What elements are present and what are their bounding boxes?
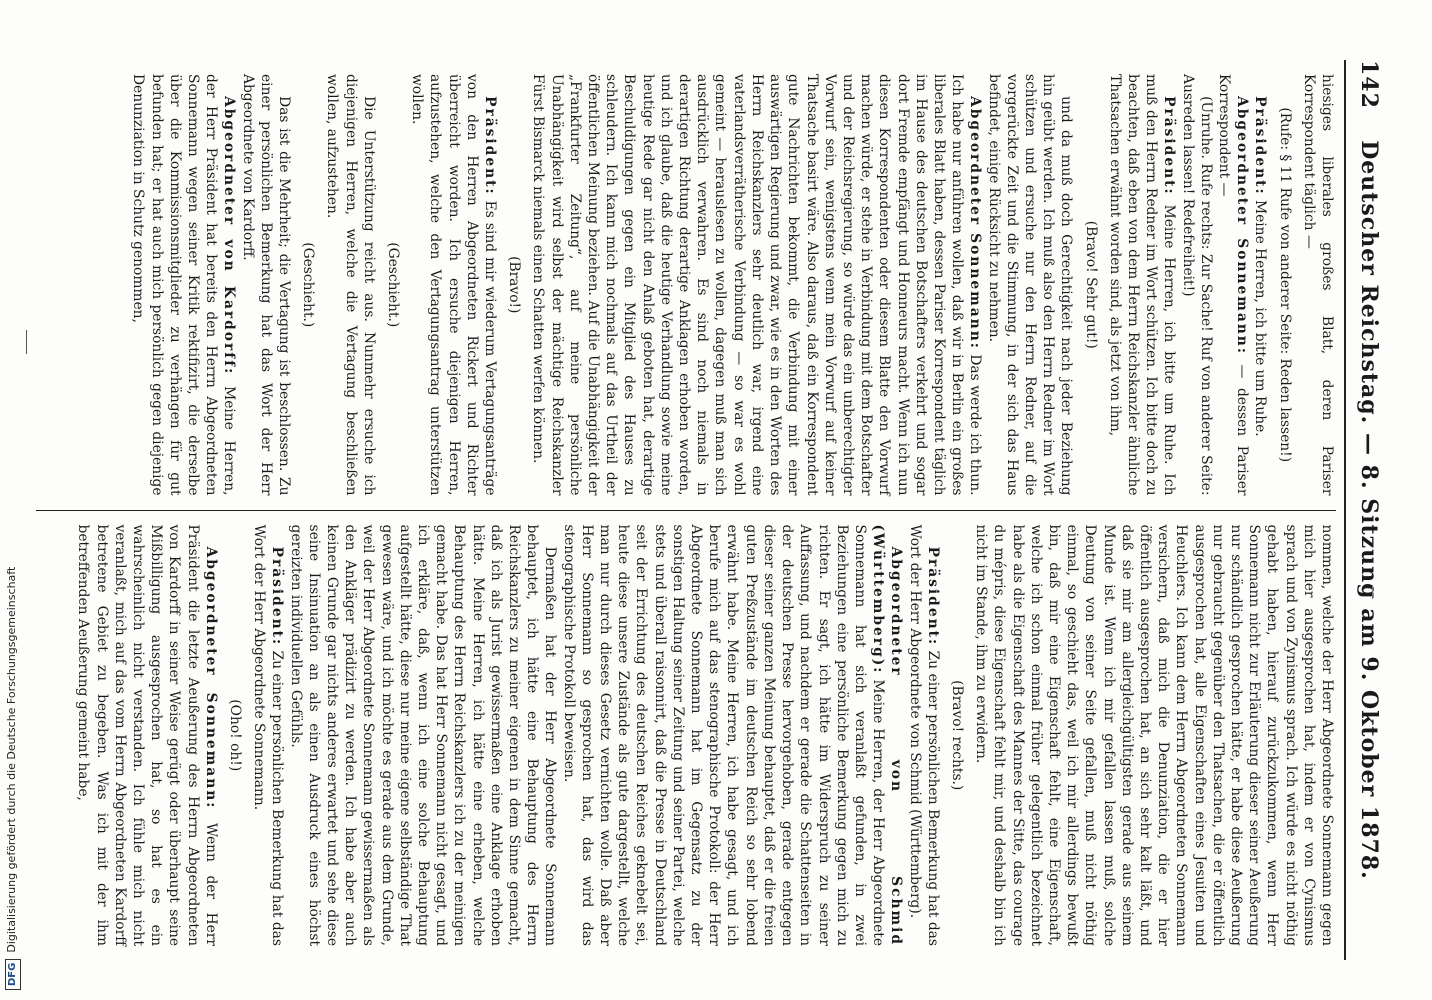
speech-text: Das werde ich thun. Ich habe nur anführen wollen, daß wir in Berlin ein großes liberales Blatt haben, dessen Pariser Korrespondent täglich im Hause des deutschen Botschafters verkehrt und sogar dort Fremde empfängt und Honneurs macht. Wenn ich nun diesen Korrespondenten oder diesem Blatte den Vorwurf machen würde, er stehe in Verbindung mit dem Botschafter und der Reichsregierung, so würde das ein unberechtigter Vorwurf sein, wenigstens wenn mein Vorwurf auf keiner Thatsache basirt wäre. Also daraus, daß ein Korrespondent gute Nachrichten bekommt, die Verbindung mit einer auswärtigen Regierung und zwar, wie es in den Worten des Herrn Reichskanzlers sehr deutlich war, irgend eine vaterlandsverrätherische Verbindung — so war es wohl gemeint — herauslesen zu wollen, dagegen muß man sich ausdrücklich verwahren. Es sind noch niemals in derartigen Richtung derartige Anklagen erhoben worden, und ich glaube, daß die heutige Verhandlung sowie meine heutige Rede gar nicht den Anlaß geboten hat, derartige Beschuldigungen gegen ein Mitglied des Hauses zu schleudern. Ich kann mich nochmals auf das Urtheil der öffentlichen Meinung beziehen. Auf die Unabhängigkeit der „Frankfurter Zeitung“, auf meine persönliche Unabhängigkeit wird selbst der mächtige Reichskanzler Fürst Bismarck niemals einen Schatten werfen können.: [530, 74, 984, 496]
text-columns: [36, 60, 1336, 960]
stage-direction: (Bravo! Sehr gut!): [1082, 220, 1099, 349]
page-header: [1344, 60, 1392, 960]
paragraph: Dermaßen hat der Herr Abgeordnete Sonnemann behauptet, ich hätte eine Behauptung des Herrn Reichskanzlers zu meiner eigenen in dem Sinne gemacht, daß ich als Jurist gewissermaßen eine Anklage erhoben hätte. Meine Herren, ich hätte eine erheben, welche Behauptung des Herrn Reichskanzlers ich zu der meinigen gemacht habe. Das hat Herr Sonnemann nicht gesagt, und ich erkläre, daß, wenn ich eine solche Behauptung aufgestellt hätte, diese nur meine eigene selbständige That gewesen wäre, und ich möchte es gerade aus dem Grunde, weil der Herr Abgeordnete Sonnemann gewissermaßen als den Ankläger prädizirt zu werden. Ich habe aber auch keinen Grunde gar nichts anderes erwartet und sehe diese seine Insinuation an als einen Ausdruck eines höchst gereizten individuellen Gefühls.: [287, 524, 559, 946]
speaker-name: Präsident:: [1161, 96, 1178, 196]
stage-direction: (Bravo!): [506, 256, 523, 314]
speaker-name: Präsident:: [482, 96, 499, 196]
stage-direction: (Geschieht.): [300, 242, 317, 328]
speaker-name: Präsident:: [269, 546, 286, 647]
paragraph: Die Unterstützung reicht aus. Nunmehr ersuche ich diejenigen Herren, welche die Vertagung beschließen wollen, aufzustehen.: [324, 74, 377, 496]
speech-paragraph: [250, 525, 286, 947]
speech-text: Es sind mir wiederum Vertagungsanträge von den Herren Abgeordneten Rickert und Richter überreicht worden. Ich ersuche diejenigen Herren, aufzustehen, welche den Vertagungsantrag unterstützen wollen.: [409, 74, 499, 496]
speech-paragraph: [1251, 74, 1269, 496]
credit-text: Digitalisierung gefördert durch die Deutsche Forschungsgemeinschaft: [5, 566, 18, 953]
scan-artifact-margin: [1372, 585, 1387, 599]
running-title: Deutscher Reichstag. — 8. Sitzung am 9. Oktober 1878.: [1356, 140, 1382, 880]
dfg-logo: DFG: [5, 959, 21, 990]
speech-text: Zu einer persönlichen Bemerkung hat das Wort der Herr Abgeordnete Sonnemann.: [251, 524, 286, 946]
stage-direction: (Bravo! rechts.): [948, 680, 965, 791]
paragraph-continuation: nommen, welche der Herr Abgeordnete Sonnemann gegen mich hier ausgesprochen hat, indem er von Cynismus sprach und von Zynismus sprach. Ich würde es nicht nöthig gehabt haben, hierauf zurückzukommen, wenn Herr Sonnemann nicht zur Erläuterung dieser seiner Aeußerung nur schändlich gesprochen hätte, er habe diese Aeußerung nur gebraucht gegenüber den Thatsachen, die er öffentlich ausgesprochen hat, alle Eigenschaften eines Jesuiten und Heuchlers. Ich kann dem Herrn Abgeordneten Sonnemann versichern, daß mich die Denunziation, die er hier öffentlich ausgesprochen hat, an sich sehr kalt läßt, und daß sie mir am allergleichgültigsten gerade aus seinem Munde ist. Wenn ich mir gefallen lassen muß, solche Deutung von seiner Seite gefallen, muß nicht nöthig einmal, so geschieht das, weil ich mir allerdings bewußt bin, daß mir eine Eigenschaft fehlt, eine Eigenschaft, welche ich schon einmal früher gelegentlich bezeichnet habe als die Eigenschaft des Mannes der Sitte, das courage du mépris, diese Eigenschaft fehlt mir, und deshalb bin ich nicht im Stande, ihm zu erwidern.: [973, 524, 1335, 946]
speaker-name: Abgeordneter von Kardorff:: [221, 96, 238, 376]
paragraph: und da muß doch Gerechtigkeit nach jeder Beziehung hin geübt werden. Ich muß also den Herrn Redner im Wort schützen und ersuche nur den Herrn Redner, auf die vorgerückte Zeit und die Stimmung, in der sich das Haus befindet, einige Rücksicht zu nehmen.: [985, 74, 1075, 496]
speech-paragraph: [129, 74, 238, 496]
digitization-credit: [2, 566, 22, 990]
speech-text: Zu einer persönlichen Bemerkung hat das Wort der Herr Abgeordnete von Schmid (Württemberg).: [906, 524, 941, 946]
left-column: [36, 60, 1336, 510]
speech-text: Meine Herren, ich bitte um Ruhe. Ich muß den Herrn Redner im Wort schützen. Ich bitte doch zu beachten, daß eben von dem Herrn Reichskanzler ähnliche Thatsachen erwähnt worden sind, als jetzt von ihm,: [1106, 74, 1178, 496]
speech-paragraph: [408, 74, 499, 496]
speaker-name: Präsident:: [924, 546, 941, 647]
speech-paragraph: [529, 74, 984, 496]
speech-paragraph: [905, 525, 941, 947]
speaker-name: Abgeordneter von Schmid (Württemberg):: [870, 524, 905, 946]
speaker-name: Abgeordneter Sonnemann:: [967, 96, 984, 350]
speech-text: Meine Herren, der Herr Abgeordnete Sonnemann hat sich veranlaßt gefunden, in zwei Beziehungen eine persönliche Bemerkung gegen mich zu richten. Er sagt, ich hätte im Widerspruch zu seiner Auffassung, und nachdem er gerade die Schattenseiten in der deutschen Presse hervorgehoben, gerade entgegen dieser seiner ganzen Meinung behauptet, daß er die freien guten Preßzustände im deutschen Reich so sehr lobend erwähnt habe. Meine Herren, ich habe gesagt, und ich berufe mich auf das stenographische Protokoll: der Herr Abgeordnete Sonnemann hat im Gegensatz zu der sonstigen Haltung seiner Zeitung und seiner Partei, welche stets und überall raisonnirt, daß die Presse in Deutschland seit der Errichtung des deutschen Reiches geknebelt sei, heute diese unsere Zustände als gute dargestellt, welche man nur durch dieses Gesetz vernichten wolle. Daß aber Herr Sonnemann so gesprochen hat, das wird das stenographische Protokoll beweisen.: [560, 524, 887, 946]
stage-direction: (Geschieht.): [385, 242, 402, 328]
speech-text: Meine Herren, der Herr Präsident hat bereits den Herrn Abgeordneten Sonnemann wegen seiner Kritik rektifizirt, die derselbe über die Kommissionsmitglieder zu verhängen für gut befunden hat; er hat auch mich persönlich gegen diejenige Denunziation in Schutz genommen,: [130, 74, 238, 496]
speech-paragraph: [1215, 74, 1251, 496]
speaker-name: Präsident:: [1252, 96, 1269, 196]
stage-direction: (Rufe: § 11 Rufe von anderer Seite: Reden lassen!): [1276, 107, 1293, 463]
right-column: [36, 510, 1336, 961]
speech-text: — dessen Pariser Korrespondent —: [1215, 74, 1251, 496]
speaker-name: Abgeordneter Sonnemann:: [202, 546, 219, 810]
speech-paragraph: [74, 525, 220, 947]
speech-text: Meine Herren, ich bitte um Ruhe.: [1252, 195, 1269, 437]
speaker-name: Abgeordneter Sonnemann:: [1234, 96, 1251, 355]
stage-direction: (Oho! oh!): [227, 699, 244, 772]
speech-paragraph: [559, 525, 905, 947]
paragraph-continuation: hiesiges liberales großes Blatt, deren Pariser Korrespondent täglich —: [1300, 74, 1335, 496]
paragraph: Das ist die Mehrheit; die Vertagung ist beschlossen. Zu einer persönlichen Bemerkung hat das Wort der Herr Abgeordnete von Kardorff.: [239, 74, 293, 496]
speech-paragraph: [1106, 74, 1179, 496]
page-number: 142: [1356, 60, 1382, 109]
speech-text: Wenn der Herr Präsident die letzte Aeußerung des Herrn Abgeordneten von Kardorff in seiner Weise gerügt oder überhaupt seine Mißbilligung ausgesprochen hat, so hat es ein wahrscheinlich nicht verstanden. Ich fühle mich nicht veranlaßt, mich auf das vom Herrn Abgeordneten Kardorff betretene Gebiet zu begeben. Was ich mit der ihm betreffenden Aeußerung gemeint habe,: [75, 524, 219, 946]
scan-artifact: [26, 330, 27, 354]
paragraph: (Unruhe. Rufe rechts: Zur Sache! Ruf von anderer Seite: Ausreden lassen! Redefreiheit!): [1179, 74, 1214, 496]
